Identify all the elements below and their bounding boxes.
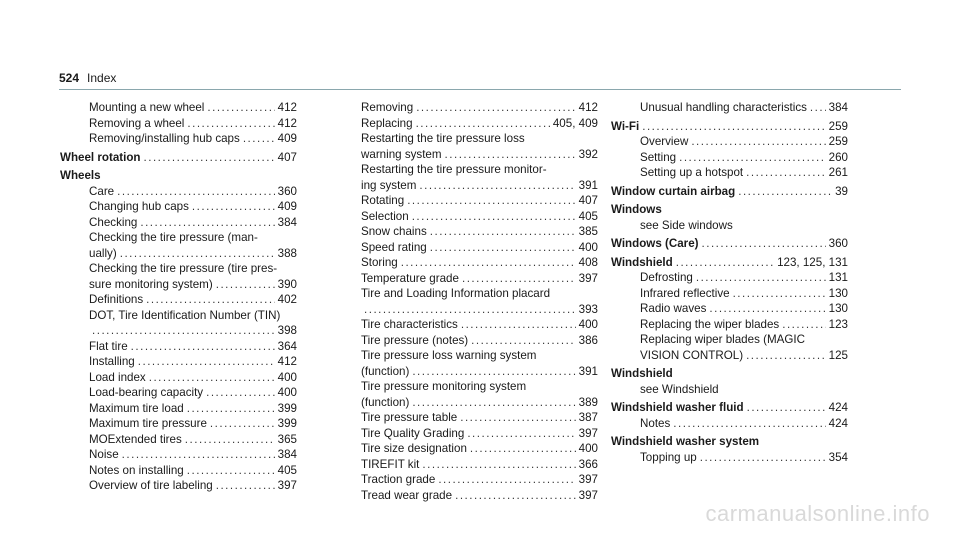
- index-heading: Wheels: [60, 169, 101, 182]
- entry-text: Overview of tire labeling: [89, 479, 213, 492]
- dot-leader: [747, 400, 826, 416]
- dot-leader: [92, 323, 275, 339]
- entry-text: Wi-Fi: [611, 119, 640, 133]
- index-subentry: [60, 370, 297, 386]
- index-text-line: Checking the tire pressure (tire pres-: [89, 262, 278, 275]
- page-reference[interactable]: 360: [277, 184, 297, 198]
- page-reference[interactable]: 405, 409: [552, 116, 598, 130]
- page-number: 524: [59, 71, 80, 85]
- page-reference[interactable]: 130: [828, 286, 848, 300]
- index-entry: [60, 150, 297, 166]
- page-reference[interactable]: 397: [578, 473, 598, 486]
- index-subentry: [611, 348, 848, 364]
- entry-text: Replacing: [361, 116, 413, 130]
- dot-leader: [243, 131, 275, 147]
- page-reference[interactable]: 360: [828, 237, 848, 250]
- dot-leader: [422, 457, 575, 473]
- dot-leader: [138, 354, 275, 370]
- page-reference[interactable]: 424: [828, 416, 848, 430]
- page-reference[interactable]: 397: [578, 271, 598, 285]
- entry-text: ing system: [361, 178, 417, 192]
- index-subentry: [60, 339, 297, 355]
- page-title: Index: [87, 71, 117, 85]
- page-reference[interactable]: 402: [277, 293, 297, 306]
- dot-leader: [700, 450, 826, 466]
- dot-leader: [192, 199, 275, 215]
- index-heading: Windows: [611, 203, 662, 216]
- index-entry: [611, 400, 848, 416]
- dot-leader: [412, 364, 575, 380]
- page-reference[interactable]: 412: [277, 355, 297, 368]
- index-subentry: [60, 478, 297, 494]
- page-reference[interactable]: 405: [277, 463, 297, 477]
- index-subentry: [60, 463, 297, 479]
- index-subentry: [361, 302, 598, 318]
- index-subentry: [60, 401, 297, 417]
- entry-text: Rotating: [361, 194, 405, 207]
- entry-text: Defrosting: [640, 271, 693, 284]
- page-reference[interactable]: 389: [578, 395, 598, 409]
- index-text-line: Tire pressure monitoring system: [361, 380, 527, 393]
- entry-text: Care: [89, 184, 115, 198]
- page-reference[interactable]: 384: [277, 448, 297, 461]
- dot-leader: [149, 370, 275, 386]
- entry-text: warning system: [361, 147, 442, 161]
- dot-leader: [430, 240, 576, 256]
- entry-text: Noise: [89, 448, 119, 461]
- entry-text: Infrared reflective: [640, 286, 730, 300]
- entry-text: (function): [361, 364, 410, 378]
- entry-text: Installing: [89, 355, 135, 368]
- page-reference[interactable]: 385: [578, 225, 598, 238]
- entry-text: Windshield: [611, 255, 673, 269]
- header-rule: [59, 89, 901, 90]
- dot-leader: [691, 134, 825, 150]
- entry-text: Notes on installing: [89, 463, 184, 477]
- index-subentry: [361, 395, 598, 411]
- index-subentry: [361, 116, 598, 132]
- index-text-line: Tire pressure loss warning system: [361, 349, 537, 362]
- page-reference[interactable]: 412: [277, 116, 297, 130]
- dot-leader: [146, 292, 275, 308]
- page-reference[interactable]: 412: [277, 101, 297, 114]
- entry-text: sure monitoring system): [89, 277, 213, 291]
- index-subentry: [361, 100, 598, 116]
- page-reference[interactable]: 365: [277, 432, 297, 446]
- page-reference[interactable]: 397: [578, 488, 598, 502]
- page-reference[interactable]: 364: [277, 339, 297, 353]
- index-text-line: DOT, Tire Identification Number (TIN): [89, 308, 281, 322]
- dot-leader: [746, 165, 826, 181]
- page-reference[interactable]: 399: [277, 417, 297, 430]
- page-reference[interactable]: 393: [578, 302, 598, 316]
- page-reference[interactable]: 390: [277, 277, 297, 291]
- entry-text: Changing hub caps: [89, 200, 189, 213]
- index-entry: [611, 255, 848, 271]
- page-reference[interactable]: 400: [578, 442, 598, 455]
- entry-text: Tread wear grade: [361, 488, 453, 502]
- entry-text: Load-bearing capacity: [89, 386, 204, 399]
- page-reference[interactable]: 39: [835, 184, 848, 198]
- dot-leader: [210, 416, 275, 432]
- page-reference[interactable]: 408: [578, 256, 598, 269]
- page-reference[interactable]: 388: [277, 246, 297, 260]
- dot-leader: [460, 410, 575, 426]
- index-subentry: [60, 215, 297, 231]
- entry-text: Storing: [361, 256, 398, 269]
- dot-leader: [673, 416, 825, 432]
- index-subentry: [361, 441, 598, 457]
- dot-leader: [187, 463, 275, 479]
- dot-leader: [401, 255, 576, 271]
- entry-text: Tire characteristics: [361, 318, 458, 331]
- dot-leader: [131, 339, 275, 355]
- page-reference[interactable]: 366: [578, 457, 598, 471]
- dot-leader: [187, 116, 274, 132]
- index-subentry: [611, 301, 848, 317]
- page-reference[interactable]: 400: [578, 318, 598, 331]
- index-subentry: [361, 193, 598, 209]
- entry-text: Notes: [640, 416, 671, 430]
- dot-leader: [419, 178, 575, 194]
- index-column-2: [361, 100, 598, 503]
- dot-leader: [187, 401, 275, 417]
- index-subentry: [611, 416, 848, 432]
- index-heading: Windshield: [611, 367, 673, 380]
- entry-text: TIREFIT kit: [361, 457, 420, 471]
- entry-text: Topping up: [640, 450, 697, 464]
- page-reference[interactable]: 391: [578, 364, 598, 378]
- index-entry: [611, 184, 848, 200]
- index-entry: [611, 236, 848, 252]
- entry-text: Load index: [89, 370, 146, 384]
- entry-text: Unusual handling characteristics: [640, 101, 807, 114]
- index-entry: [611, 119, 848, 135]
- index-text-line: see Windshield: [640, 382, 719, 396]
- index-subentry: [60, 385, 297, 401]
- index-subentry: [60, 432, 297, 448]
- dot-leader: [782, 317, 825, 333]
- index-subentry: [361, 178, 598, 194]
- page-reference[interactable]: 400: [277, 386, 297, 399]
- index-subentry: [611, 450, 848, 466]
- dot-leader: [407, 193, 575, 209]
- dot-leader: [702, 236, 826, 252]
- dot-leader: [445, 147, 576, 163]
- page-reference[interactable]: 259: [828, 119, 848, 133]
- index-subentry: [611, 150, 848, 166]
- dot-leader: [207, 100, 274, 116]
- dot-leader: [216, 478, 275, 494]
- index-subentry: [60, 199, 297, 215]
- dot-leader: [810, 100, 826, 116]
- page-reference[interactable]: 397: [578, 426, 598, 440]
- index-subentry: [611, 317, 848, 333]
- index-text-line: see Side windows: [640, 218, 733, 232]
- entry-text: Temperature grade: [361, 271, 459, 285]
- entry-text: VISION CONTROL): [640, 348, 744, 362]
- index-text-line: Replacing wiper blades (MAGIC: [640, 333, 805, 346]
- entry-text: Setting: [640, 150, 677, 164]
- dot-leader: [438, 472, 575, 488]
- entry-text: MOExtended tires: [89, 432, 182, 446]
- dot-leader: [746, 348, 826, 364]
- dot-leader: [412, 395, 575, 411]
- page-reference[interactable]: 261: [828, 166, 848, 179]
- index-subentry: [60, 246, 297, 262]
- entry-text: Windows (Care): [611, 237, 699, 250]
- entry-text: Window curtain airbag: [611, 184, 736, 198]
- index-subentry: [361, 255, 598, 271]
- index-subentry: [361, 147, 598, 163]
- index-text-line: Restarting the tire pressure loss: [361, 132, 525, 145]
- index-subentry: [60, 116, 297, 132]
- page-reference[interactable]: 400: [277, 370, 297, 384]
- page-reference[interactable]: 260: [828, 150, 848, 164]
- page-reference[interactable]: 384: [828, 101, 848, 114]
- dot-leader: [117, 184, 275, 200]
- entry-text: Maximum tire load: [89, 401, 184, 415]
- dot-leader: [120, 246, 275, 262]
- entry-text: Speed rating: [361, 240, 427, 254]
- dot-leader: [679, 150, 826, 166]
- entry-text: Mounting a new wheel: [89, 101, 205, 114]
- entry-text: Removing: [361, 101, 414, 114]
- index-subentry: [361, 472, 598, 488]
- dot-leader: [696, 270, 826, 286]
- index-subentry: [361, 488, 598, 504]
- dot-leader: [140, 215, 274, 231]
- dot-leader: [364, 302, 576, 318]
- page-reference[interactable]: 399: [277, 401, 297, 415]
- entry-text: Tire Quality Grading: [361, 426, 465, 440]
- page-reference[interactable]: 354: [828, 450, 848, 464]
- index-subentry: [60, 277, 297, 293]
- entry-text: Definitions: [89, 293, 144, 306]
- entry-text: Checking: [89, 215, 138, 229]
- page-reference[interactable]: 412: [578, 101, 598, 114]
- page-reference[interactable]: 424: [828, 401, 848, 414]
- dot-leader: [144, 150, 275, 166]
- entry-text: Removing a wheel: [89, 116, 185, 130]
- dot-leader: [455, 488, 576, 504]
- index-column-1: [60, 100, 297, 494]
- entry-text: Tire size designation: [361, 442, 467, 455]
- dot-leader: [461, 317, 576, 333]
- index-subentry: [361, 209, 598, 225]
- page-reference[interactable]: 391: [578, 178, 598, 192]
- page-reference[interactable]: 407: [578, 194, 598, 207]
- entry-text: Removing/installing hub caps: [89, 132, 240, 145]
- dot-leader: [642, 119, 825, 135]
- dot-leader: [185, 432, 275, 448]
- entry-text: Setting up a hotspot: [640, 166, 744, 179]
- entry-text: Replacing the wiper blades: [640, 317, 780, 331]
- index-subentry: [361, 364, 598, 380]
- dot-leader: [216, 277, 275, 293]
- dot-leader: [470, 441, 576, 457]
- page-reference[interactable]: 130: [828, 302, 848, 315]
- dot-leader: [471, 333, 575, 349]
- page-reference[interactable]: 409: [277, 132, 297, 145]
- entry-text: Flat tire: [89, 339, 128, 353]
- index-subentry: [60, 131, 297, 147]
- page-reference[interactable]: 386: [578, 333, 598, 347]
- index-subentry: [611, 165, 848, 181]
- index-subentry: [611, 286, 848, 302]
- entry-text: ually): [89, 246, 117, 260]
- dot-leader: [416, 100, 575, 116]
- page-reference[interactable]: 398: [277, 324, 297, 337]
- index-text-line: Tire and Loading Information placard: [361, 287, 551, 300]
- dot-leader: [676, 255, 774, 271]
- index-subentry: [60, 184, 297, 200]
- dot-leader: [709, 301, 825, 317]
- dot-leader: [412, 209, 576, 225]
- dot-leader: [206, 385, 275, 401]
- dot-leader: [462, 271, 576, 287]
- page-reference[interactable]: 392: [578, 147, 598, 161]
- entry-text: Selection: [361, 209, 409, 223]
- entry-text: Traction grade: [361, 473, 436, 486]
- entry-text: Tire pressure table: [361, 411, 458, 424]
- entry-text: Wheel rotation: [60, 150, 141, 164]
- index-column-3: [611, 100, 848, 465]
- page-reference[interactable]: 384: [277, 215, 297, 229]
- page-reference[interactable]: 259: [828, 135, 848, 148]
- page-reference[interactable]: 123, 125, 131: [777, 255, 848, 269]
- index-subentry: [60, 323, 297, 339]
- page-reference[interactable]: 405: [578, 209, 598, 223]
- page-reference[interactable]: 407: [277, 150, 297, 164]
- index-subentry: [361, 426, 598, 442]
- index-subentry: [611, 134, 848, 150]
- page-reference[interactable]: 125: [828, 348, 848, 362]
- page-reference[interactable]: 123: [828, 317, 848, 331]
- index-subentry: [60, 354, 297, 370]
- index-subentry: [361, 457, 598, 473]
- page-reference[interactable]: 131: [828, 271, 848, 284]
- index-subentry: [361, 240, 598, 256]
- index-subentry: [611, 100, 848, 116]
- index-subentry: [60, 447, 297, 463]
- index-subentry: [361, 271, 598, 287]
- entry-text: Maximum tire pressure: [89, 417, 207, 430]
- entry-text: Radio waves: [640, 302, 707, 315]
- entry-text: Snow chains: [361, 225, 427, 238]
- index-heading: Windshield washer system: [611, 435, 760, 448]
- dot-leader: [733, 286, 826, 302]
- entry-text: Windshield washer fluid: [611, 401, 744, 414]
- page-reference[interactable]: 409: [277, 200, 297, 213]
- page-header: [59, 71, 116, 85]
- page-reference[interactable]: 397: [277, 479, 297, 492]
- page-reference[interactable]: 400: [578, 240, 598, 254]
- watermark: carmanualsonline.info: [705, 501, 930, 526]
- index-subentry: [60, 100, 297, 116]
- index-subentry: [60, 416, 297, 432]
- dot-leader: [122, 447, 275, 463]
- dot-leader: [416, 116, 550, 132]
- index-subentry: [361, 224, 598, 240]
- entry-text: Tire pressure (notes): [361, 333, 469, 347]
- entry-text: Overview: [640, 135, 689, 148]
- index-text-line: Restarting the tire pressure monitor-: [361, 163, 547, 176]
- index-subentry: [361, 317, 598, 333]
- dot-leader: [430, 224, 576, 240]
- index-subentry: [361, 410, 598, 426]
- entry-text: (function): [361, 395, 410, 409]
- dot-leader: [738, 184, 832, 200]
- index-subentry: [361, 333, 598, 349]
- page-reference[interactable]: 387: [578, 411, 598, 424]
- index-subentry: [611, 270, 848, 286]
- index-subentry: [60, 292, 297, 308]
- index-text-line: Checking the tire pressure (man-: [89, 231, 258, 244]
- dot-leader: [467, 426, 575, 442]
